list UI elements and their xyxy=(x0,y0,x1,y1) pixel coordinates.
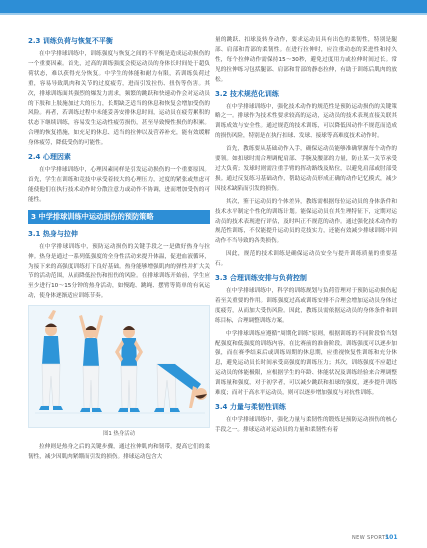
page-number: 101 xyxy=(385,534,398,541)
left-column xyxy=(28,36,210,466)
figure-caption: 图1 热身活动 xyxy=(102,431,136,438)
paragraph: 在中学排球训练中，科学的训练规划与负荷管理对于预防运动损伤起着至关重要的作用。训练强度过高或训练安排不合理会增加运动员身体过度疲劳，从而加大受伤风险。因此，教练员需依据运动员的身体条件和训练目标，合理调整训练方案。 xyxy=(215,288,397,324)
paragraph: 首先，教练要从基础动作入手，确保运动员能够准确掌握每个动作的要领。如扣球时需合理调配肩部、手腕及腰部的力量，防止某一关节承受过大负荷；发球时则需注重手臂的挥动路线及贴位，以避免肩部或肘部受损。通过反复练习基础动作，帮助运动员形成正确的动作记忆模式，减少因技术缺陷而引发的损伤。 xyxy=(215,146,397,192)
figure-side-stretch xyxy=(39,310,63,410)
right-column xyxy=(215,36,397,439)
page-footer xyxy=(0,532,427,546)
section-heading-3-1: 3.1 热身与拉伸 xyxy=(28,229,78,238)
paragraph: 因此，规范的技术训练是确保运动员安全与提升训练质量的重要基石。 xyxy=(215,251,397,268)
magazine-brand: NEW SPORTS xyxy=(352,535,389,541)
section-heading-2-3: 2.3 训练负荷与恢复不平衡 xyxy=(28,37,113,45)
paragraph: 在中学排球训练中，预防运动损伤的关键手段之一是做好热身与拉伸。热身是通过一系列低强度的全身性活动来提升体温，促进血液循环，为接下来的高强度训练打下良好基础。热身能够增强肌肉的弹性并扩大关节的活动范围，从而降低拉伤和扭伤的风险。在排球训练开始前，学生应至少进行10～15分钟的热身活动，如慢跑、跳绳、摆臂等简单的有氧运动，使身体逐渐适应训练节奏。 xyxy=(28,243,210,300)
top-accent-rule xyxy=(0,13,427,15)
paragraph: 拉伸则是热身之后的关键步骤，通过拉伸肌肉和韧带，提高它们的柔韧性，减少因肌肉紧绷而引发的损伤。排球运动包含大 xyxy=(28,444,210,461)
paragraph: 在中学排球训练中，训练强度与恢复之间的不平衡是造成运动损伤的一个重要因素。首先，过高的训练强度会使运动员的身体长时间处于超负荷状态，难以获得充分恢复。中学生的体能和耐力有限，若训练负荷过重，容易导致肌肉和关节的过度疲劳，进而引发拉伤、扭伤等伤害。其次，排球训练面其强烈的爆发力需求，频繁的跳跃和快速动作会对运动员的下肢和上肢施加过大的压力，长期缺乏适当的休息和恢复会增加受伤的风险。再者，若训练过程中未能妥善安排休息时间，运动员在疲劳累积的状态下继续训练，容易发生运动性疲劳损伤，甚至导致慢性损伤的积累。合理的恢复措施，如充足的休息、适当的拉伸以及营养补充，能有效缓解身体疲劳，降低受伤的可能性。 xyxy=(28,51,210,147)
section-heading-3-4: 3.4 力量与柔韧性训练 xyxy=(215,403,286,411)
paragraph-continuation: 量的跳跃、扣球及转身动作，要求运动员具有出色的柔韧性，特别是腿部、肩部和背部的柔韧性。在进行拉伸时，应注重动态的采进性和持久性，每个拉伸动作需保持15～30秒，避免过度用力或拉伸时间过长。常见的拉伸练习包括腿部、肩部和背部的静态拉伸，有助于训练后肌肉的放松。 xyxy=(215,37,397,83)
paragraph: 在中学排球训练中，强化力量与柔韧性的锻炼是预防运动损伤的核心手段之一。排球运动对运动员的力量和柔韧性有着 xyxy=(215,417,397,433)
section-heading-2-4: 2.4 心理因素 xyxy=(28,153,71,162)
figure-arms-raised xyxy=(79,315,103,412)
top-accent-bar xyxy=(0,0,427,13)
figure-forward-bend xyxy=(154,364,207,412)
paragraph: 在中学排球训练中，心理因素同样是引发运动损伤的一个重要原因。首先，学生在训练和竞技中承受着较大的心理压力，过度的紧张或焦虑可能使他们在执行技术动作时分散注意力或动作不协调，进而增加受伤的可能性。 xyxy=(28,167,210,203)
section-heading-3-3: 3.3 合理训练安排与负荷控制 xyxy=(215,274,307,283)
section-heading-3-2: 3.2 技术规范化训练 xyxy=(215,89,279,98)
section-3-title-bar: 3 中学排球训练中运动损伤的预防策略 xyxy=(28,210,210,224)
figure-hands-on-hips xyxy=(115,326,143,412)
warmup-illustration-svg xyxy=(29,306,211,429)
paragraph: 中学排球训练应遵循“周期化训练”原则，根据训练的不同阶段恰当划配强度和低强度的训练内容。在比赛前的准备阶段，训练强度可以逐步加强，而在赛季结束后或训练周期的休息期，应重视恢复性训练和充分休息，避免运动员长时间承受高强度的训练压力；其次，训练强度不应超过运动员的体能极限，应根据学生的年龄、体能状况及训练经验来合理调整训练量和强度，对于初学者，可以减少跳跃和扣球的强度，逐步提升训练难度；而对于高水平运动员，则可以逐步增加强度与对抗性训练。 xyxy=(215,330,397,397)
paragraph: 在中学排球训练中，强化技术动作的规范性是预防运动损伤的关键策略之一。排球作为技术性要求较高的运动，运动员的技术表现直接关联其训练成效与安全性。通过规范的技术训练，可以降低因动作不规范而造成的损伤风险，特别是在执行扣球、发球、接球等高难度技术动作时。 xyxy=(215,103,397,140)
paragraph: 其次，鉴于运动员的个体差异，教练需根据每位运动员的身体条件和技术水平制定个性化的训练计划。能保运动员在其生理特征下，定期对运动员的技术表现进行评估，及时纠正不规范的动作。通过强化技术动作的规范性训练，不仅能提升运动员的竞技实力，还能有效减少排球训练中因动作不当导致的各类损伤。 xyxy=(215,198,397,245)
warmup-illustration xyxy=(28,305,210,428)
